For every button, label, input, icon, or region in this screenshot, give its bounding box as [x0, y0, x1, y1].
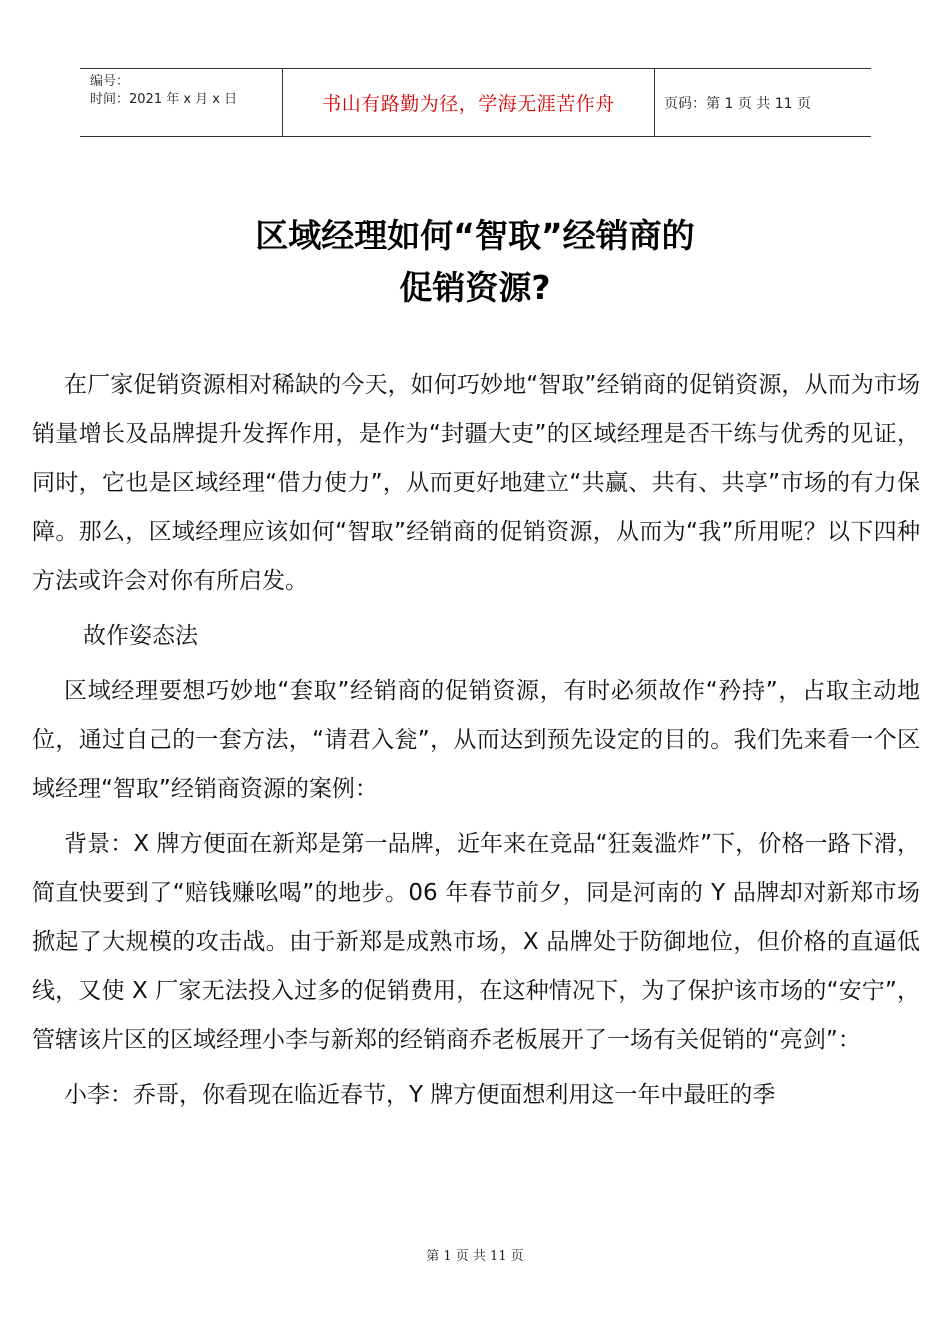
document-body: [32, 361, 920, 1126]
number-label: 编号：: [90, 74, 130, 89]
document-title-line-1: 区域经理如何“智取”经销商的: [255, 216, 695, 255]
header-table: [80, 68, 871, 137]
paragraph-method: 区域经理要想巧妙地“套取”经销商的促销资源，有时必须故作“矜持”，占取主动地位，通过自己的一套方法，“请君入瓮”，从而达到预先设定的目的。我们先来看一个区域经理“智取”经销商资源的案例：: [32, 678, 920, 802]
paragraph-dialogue: 小李：乔哥，你看现在临近春节，Y 牌方便面想利用这一年中最旺的季: [64, 1082, 776, 1108]
page-footer: 第 1 页 共 11 页: [426, 1249, 524, 1264]
header-page-info: 页码：第 1 页 共 11 页: [664, 95, 811, 112]
section-heading: 故作姿态法: [83, 623, 198, 649]
paragraph-background: 背景：X 牌方便面在新郑是第一品牌，近年来在竞品“狂轰滥炸”下，价格一路下滑，简直快要到了“赔钱赚吆喝”的地步。06 年春节前夕，同是河南的 Y 品牌却对新郑市场掀起了大规模的攻击战。由于新郑是成熟市场，X 品牌处于防御地位，但价格的直逼低线，又使 X 厂家无法投入过多的促销费用，在这种情况下，为了保护该市场的“安宁”，管辖该片区的区域经理小李与新郑的经销商乔老板展开了一场有关促销的“亮剑”：: [32, 831, 920, 1053]
document-title-line-2: 促销资源?: [399, 268, 551, 307]
header-meta: [80, 69, 282, 136]
header-motto: 书山有路勤为径，学海无涯苦作舟: [282, 69, 655, 136]
time-label: 时间：2021 年 x 月 x 日: [90, 92, 238, 107]
paragraph-intro: 在厂家促销资源相对稀缺的今天，如何巧妙地“智取”经销商的促销资源，从而为市场销量增长及品牌提升发挥作用，是作为“封疆大吏”的区域经理是否干练与优秀的见证，同时，它也是区域经理“借力使力”，从而更好地建立“共赢、共有、共享”市场的有力保障。那么，区域经理应该如何“智取”经销商的促销资源，从而为“我”所用呢？以下四种方法或许会对你有所启发。: [32, 372, 920, 594]
